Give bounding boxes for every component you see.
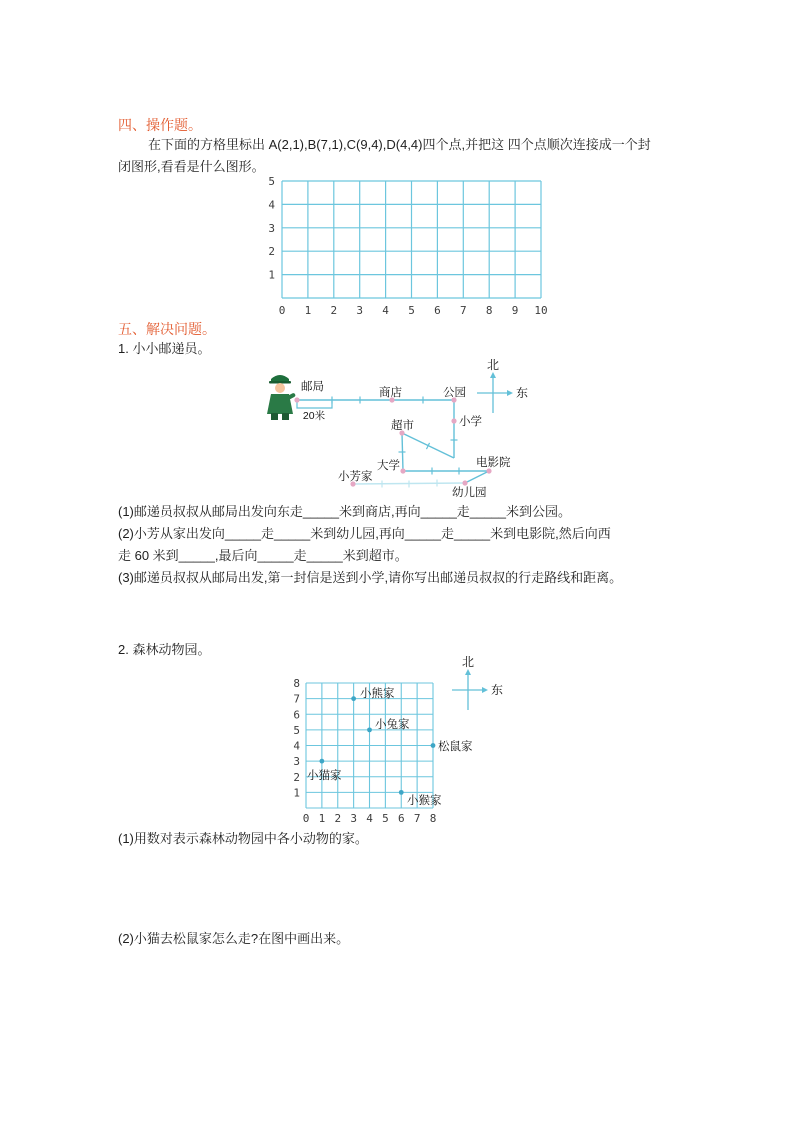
postman-leg-left xyxy=(271,413,278,420)
zoo-y-tick-label: 5 xyxy=(293,723,300,737)
postman-route-map xyxy=(250,350,540,502)
question2-title: 2. 森林动物园。 xyxy=(118,642,211,657)
zoo-x-tick-label: 0 xyxy=(302,812,310,825)
zoo-x-tick-label: 7 xyxy=(413,812,421,825)
zoo-compass-east-label: 东 xyxy=(491,683,504,697)
university-label: 大学 xyxy=(377,460,400,472)
park-label: 公园 xyxy=(443,387,466,399)
shop-label: 商店 xyxy=(379,387,402,399)
zoo-x-tick-label: 4 xyxy=(366,812,373,825)
grid1-x-tick-label: 6 xyxy=(434,304,441,317)
question1-title: 1. 小小邮递员。 xyxy=(118,341,211,356)
postman-hat xyxy=(271,375,289,382)
kindergarten-dot xyxy=(462,480,467,485)
postman-leg-right xyxy=(282,413,289,420)
bear-home-label: 小熊家 xyxy=(360,688,395,700)
section4-instruction-line2: 闭图形,看看是什么图形。 xyxy=(118,159,265,174)
cinema-dot xyxy=(486,468,491,473)
university-dot xyxy=(400,468,405,473)
zoo-x-tick-label: 6 xyxy=(397,812,405,825)
monkey-home-label: 小猴家 xyxy=(407,795,442,807)
school-label: 小学 xyxy=(459,416,482,428)
scale-bracket xyxy=(297,401,332,408)
map-compass-east-label: 东 xyxy=(516,386,529,400)
zoo-x-tick-label: 2 xyxy=(334,812,342,825)
zoo-y-tick-label: 6 xyxy=(293,708,300,722)
zoo-x-tick-label: 3 xyxy=(350,812,357,825)
grid1-x-tick-label: 2 xyxy=(330,304,338,317)
question2-sub2: (2)小猫去松鼠家怎么走?在图中画出来。 xyxy=(118,931,350,946)
zoo-y-tick-label: 4 xyxy=(293,739,300,753)
zoo-x-tick-label: 8 xyxy=(429,812,437,825)
monkey-home-dot xyxy=(399,790,404,795)
zoo-x-tick-label: 5 xyxy=(382,812,389,825)
zoo-y-tick-label: 2 xyxy=(293,770,300,784)
xiaofang-home-label: 小芳家 xyxy=(338,471,373,483)
grid1-y-tick-label: 2 xyxy=(268,245,275,259)
rabbit-home-dot xyxy=(367,727,372,732)
cinema-label: 电影院 xyxy=(476,457,511,469)
grid1-x-tick-label: 3 xyxy=(356,304,364,317)
bear-home-dot xyxy=(351,696,356,701)
school-dot xyxy=(451,418,456,423)
post-office-dot xyxy=(294,397,299,402)
zoo-y-tick-label: 3 xyxy=(293,755,300,769)
map-compass-north-arrow-icon xyxy=(490,372,496,378)
section4-heading: 四、操作题。 xyxy=(118,117,202,133)
cat-home-label: 小猫家 xyxy=(307,770,342,782)
question1-text xyxy=(118,501,622,589)
zoo-compass-north-label: 北 xyxy=(461,655,475,669)
grid1-x-tick-label: 4 xyxy=(382,304,389,317)
question2-sub1: (1)用数对表示森林动物园中各小动物的家。 xyxy=(118,831,368,846)
squirrel-home-dot xyxy=(431,743,436,748)
grid1-y-tick-label: 1 xyxy=(268,268,275,282)
grid1-y-tick-label: 3 xyxy=(268,221,275,235)
squirrel-home-label: 松鼠家 xyxy=(438,741,473,753)
grid1-x-tick-label: 7 xyxy=(459,304,467,317)
grid1-x-tick-label: 9 xyxy=(511,304,519,317)
map-route-line xyxy=(465,471,489,483)
postman-face xyxy=(275,383,285,393)
coordinate-grid xyxy=(250,168,555,322)
cat-home-dot xyxy=(319,759,324,764)
scale-label: 20米 xyxy=(302,410,326,422)
post-office-label: 邮局 xyxy=(301,381,324,393)
rabbit-home-label: 小兔家 xyxy=(375,719,410,731)
question1-line4: (3)邮递员叔叔从邮局出发,第一封信是送到小学,请你写出邮递员叔叔的行走路线和距离。 xyxy=(118,570,623,585)
grid1-x-tick-label: 1 xyxy=(304,304,312,317)
grid1-y-tick-label: 5 xyxy=(268,175,275,188)
map-compass-east-arrow-icon xyxy=(507,390,513,396)
question1-line2: (2)小芳从家出发向_____走_____米到幼儿园,再向_____走_____米到电影院,然后向西 xyxy=(118,526,611,541)
kindergarten-label: 幼儿园 xyxy=(452,487,487,499)
section4-instruction-line1: 在下面的方格里标出 A(2,1),B(7,1),C(9,4),D(4,4)四个点,并把这 四个点顺次连接成一个封 xyxy=(148,137,651,152)
grid1-x-tick-label: 0 xyxy=(278,304,286,317)
zoo-compass-east-arrow-icon xyxy=(482,687,488,693)
question1-line3: 走 60 米到_____,最后向_____走_____米到超市。 xyxy=(118,548,408,563)
grid1-x-tick-label: 10 xyxy=(534,304,548,317)
grid1-x-tick-label: 5 xyxy=(408,304,415,317)
zoo-y-tick-label: 7 xyxy=(293,692,300,706)
question1-line1: (1)邮递员叔叔从邮局出发向东走_____米到商店,再向_____走_____米到公园。 xyxy=(118,504,571,519)
supermarket-label: 超市 xyxy=(391,420,414,432)
postman-icon xyxy=(267,375,296,420)
zoo-grid-map xyxy=(285,650,520,832)
grid1-y-tick-label: 4 xyxy=(268,198,275,212)
map-compass-north-label: 北 xyxy=(486,358,500,372)
grid1-x-tick-label: 8 xyxy=(485,304,493,317)
zoo-y-tick-label: 1 xyxy=(293,786,300,800)
section5-heading: 五、解决问题。 xyxy=(118,321,216,337)
zoo-x-tick-label: 1 xyxy=(318,812,326,825)
zoo-compass-north-arrow-icon xyxy=(465,669,471,675)
zoo-y-tick-label: 8 xyxy=(293,677,300,690)
